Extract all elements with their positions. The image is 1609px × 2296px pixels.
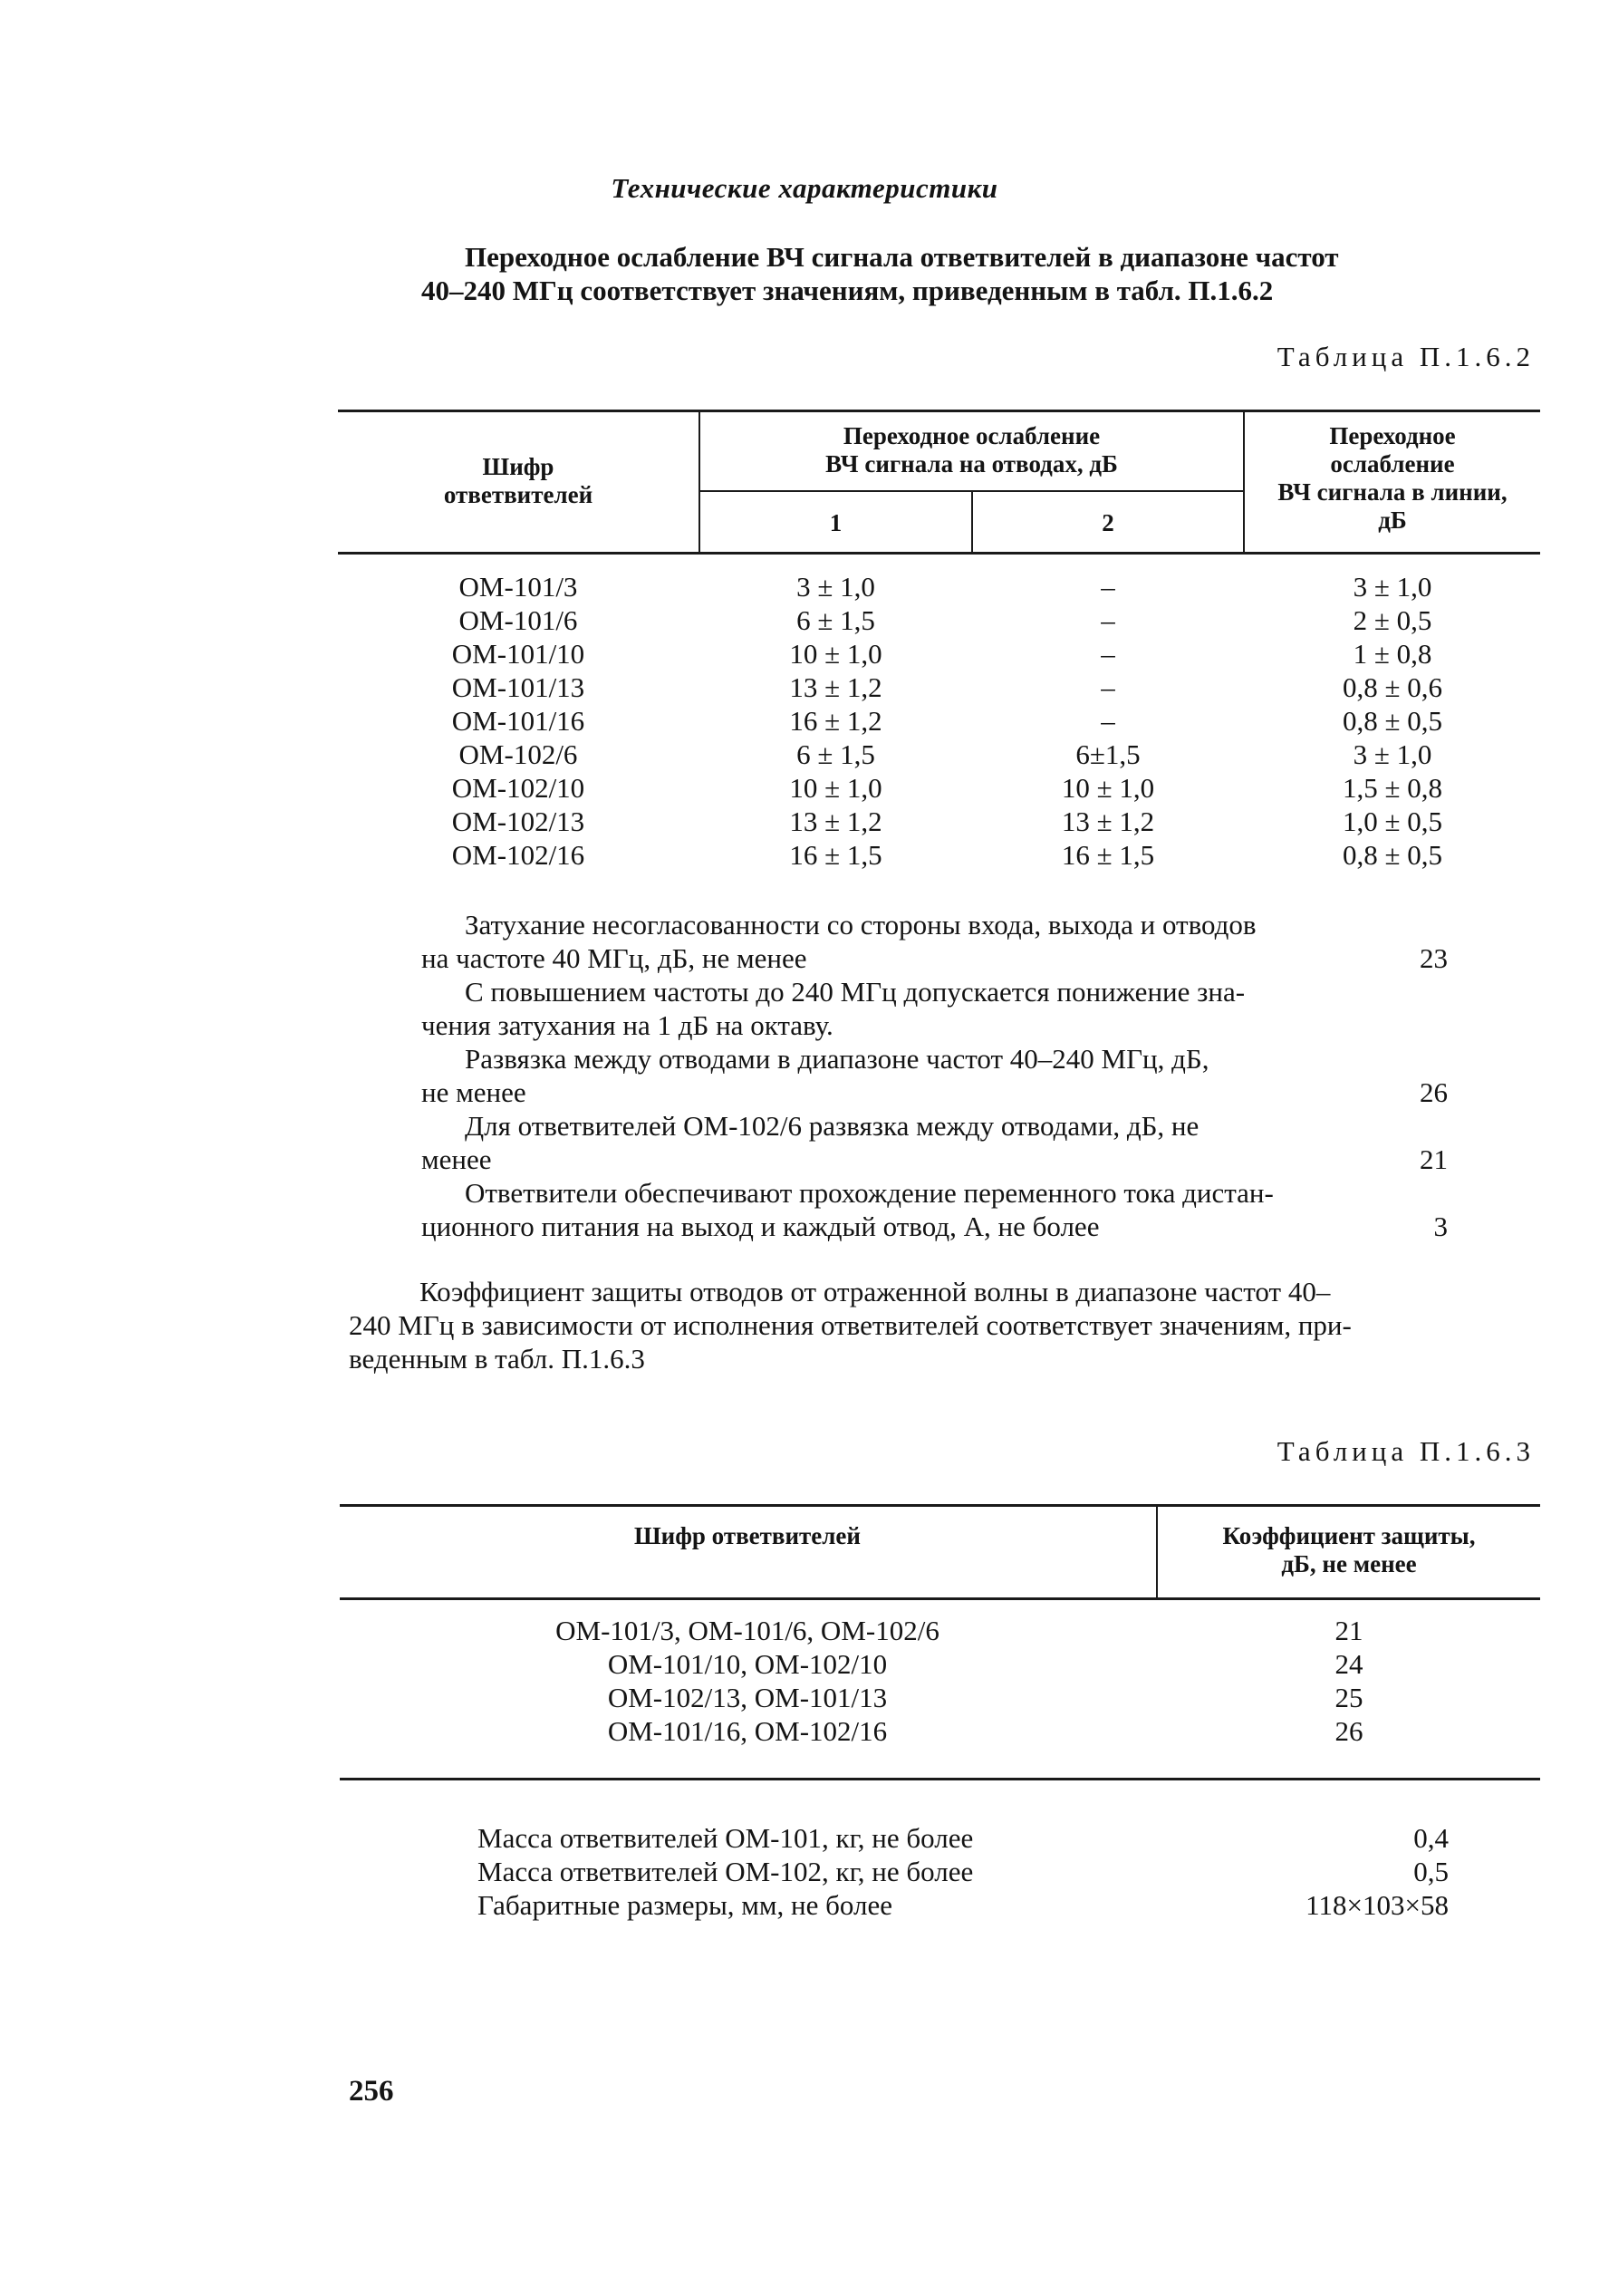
- note-4-line-2: менее: [421, 1143, 492, 1175]
- note-tap-isolation: [421, 1042, 1450, 1109]
- cell-codes: ОМ-102/13, ОМ-101/13: [607, 1682, 888, 1713]
- cell-tap2: –: [1101, 705, 1115, 737]
- intro-paragraph: [421, 240, 1450, 307]
- cell-codes: ОМ-101/16, ОМ-102/16: [607, 1715, 888, 1747]
- cell-code: ОМ-101/10: [451, 638, 585, 670]
- note-5-value: 3: [1433, 1211, 1448, 1242]
- cell-tap1: 6 ± 1,5: [796, 738, 875, 770]
- protection-line-1: Коэффициент защиты отводов от отраженной волны в диапазоне частот 40–: [419, 1276, 1331, 1307]
- cell-line: 3 ± 1,0: [1353, 738, 1432, 770]
- cell-code: ОМ-101/13: [451, 671, 585, 703]
- table-row: [338, 805, 1540, 838]
- header-line-line-1: Переходное: [1329, 422, 1456, 449]
- cell-value: 25: [1334, 1682, 1363, 1713]
- table1-top-rule: [338, 410, 1540, 412]
- spec-row: [477, 1888, 1449, 1922]
- table-row: [340, 1614, 1540, 1647]
- cell-line: 0,8 ± 0,5: [1342, 705, 1442, 737]
- cell-tap2: –: [1101, 638, 1115, 670]
- cell-tap1: 3 ± 1,0: [796, 571, 875, 603]
- table2-header-code: Шифр ответвителей: [634, 1522, 861, 1549]
- cell-tap1: 16 ± 1,2: [789, 705, 882, 737]
- cell-value: 26: [1334, 1715, 1363, 1747]
- cell-tap2: 16 ± 1,5: [1061, 839, 1155, 871]
- table-row: [338, 838, 1540, 872]
- cell-value: 24: [1334, 1648, 1363, 1680]
- spec-label: Масса ответвителей ОМ-101, кг, не более: [477, 1822, 974, 1854]
- table-row: [338, 670, 1540, 704]
- protection-paragraph: [349, 1275, 1540, 1375]
- header-taps-line-1: Переходное ослабление: [843, 422, 1101, 449]
- notes-block: [421, 908, 1450, 1243]
- cell-code: ОМ-101/3: [458, 571, 578, 603]
- table-row: [338, 771, 1540, 805]
- spec-label: Масса ответвителей ОМ-102, кг, не более: [477, 1856, 974, 1887]
- cell-code: ОМ-101/16: [451, 705, 585, 737]
- page-number: 256: [349, 2075, 394, 2108]
- table-row: [338, 637, 1540, 670]
- cell-line: 0,8 ± 0,6: [1342, 671, 1442, 703]
- table-row: [340, 1647, 1540, 1681]
- table1-header-tap1: 1: [829, 509, 843, 536]
- note-om102-isolation: [421, 1109, 1450, 1176]
- cell-code: ОМ-101/6: [458, 604, 578, 636]
- note-mismatch-attenuation: [421, 908, 1450, 975]
- cell-tap1: 16 ± 1,5: [789, 839, 882, 871]
- spec-value: 118×103×58: [1306, 1889, 1449, 1921]
- cell-line: 0,8 ± 0,5: [1342, 839, 1442, 871]
- note-1-value: 23: [1420, 942, 1448, 974]
- note-3-line-2: не менее: [421, 1076, 526, 1108]
- note-2-line-2: чения затухания на 1 дБ на октаву.: [421, 1009, 833, 1041]
- spec-value: 0,5: [1413, 1856, 1449, 1887]
- header-coef-line-2: дБ, не менее: [1281, 1550, 1417, 1577]
- cell-tap2: 10 ± 1,0: [1061, 772, 1155, 804]
- cell-codes: ОМ-101/10, ОМ-102/10: [607, 1648, 888, 1680]
- note-1-line-1: Затухание несогласованности со стороны входа, выхода и отводов: [465, 909, 1257, 941]
- cell-code: ОМ-102/6: [458, 738, 578, 770]
- cell-line: 1,5 ± 0,8: [1342, 772, 1442, 804]
- table1-header-line: [1245, 422, 1540, 535]
- section-title: Технические характеристики: [611, 172, 998, 204]
- note-3-line-1: Развязка между отводами в диапазоне частот 40–240 МГц, дБ,: [465, 1043, 1209, 1075]
- cell-tap2: –: [1101, 604, 1115, 636]
- note-3-value: 26: [1420, 1076, 1448, 1108]
- table-row: [340, 1714, 1540, 1748]
- note-4-value: 21: [1420, 1143, 1448, 1175]
- note-1-line-2: на частоте 40 МГц, дБ, не менее: [421, 942, 807, 974]
- table-row: [338, 603, 1540, 637]
- table1-header-tap2: 2: [1102, 509, 1114, 536]
- table2-header-coef: [1158, 1522, 1540, 1578]
- header-code-line-2: ответвителей: [443, 481, 593, 508]
- header-line-line-4: дБ: [1378, 506, 1407, 534]
- note-4-line-1: Для ответвителей ОМ-102/6 развязка между отводами, дБ, не: [465, 1110, 1200, 1142]
- table2-header-rule: [340, 1597, 1540, 1600]
- protection-line-3: веденным в табл. П.1.6.3: [349, 1343, 645, 1375]
- note-5-line-2: ционного питания на выход и каждый отвод, А, не более: [421, 1211, 1100, 1242]
- cell-tap2: 13 ± 1,2: [1061, 806, 1155, 837]
- cell-codes: ОМ-101/3, ОМ-101/6, ОМ-102/6: [555, 1615, 939, 1646]
- cell-code: ОМ-102/10: [451, 772, 585, 804]
- intro-line-2: 40–240 МГц соответствует значениям, приведенным в табл. П.1.6.2: [421, 275, 1274, 306]
- cell-tap2: –: [1101, 671, 1115, 703]
- cell-value: 21: [1334, 1615, 1363, 1646]
- intro-line-1: Переходное ослабление ВЧ сигнала ответвителей в диапазоне частот: [465, 241, 1339, 273]
- spec-row: [477, 1855, 1449, 1888]
- table-row: [340, 1681, 1540, 1714]
- table-p-1-6-3: [340, 1504, 1540, 1780]
- cell-tap2: –: [1101, 571, 1115, 603]
- table2-bottom-rule: [340, 1778, 1540, 1780]
- table-row: [338, 570, 1540, 603]
- table2-caption: Таблица П.1.6.3: [1277, 1435, 1535, 1467]
- header-line-line-3: ВЧ сигнала в линии,: [1277, 478, 1508, 506]
- cell-tap2: 6±1,5: [1075, 738, 1141, 770]
- table1-caption: Таблица П.1.6.2: [1277, 341, 1535, 372]
- note-frequency-reduction: [421, 975, 1450, 1042]
- spec-label: Габаритные размеры, мм, не более: [477, 1889, 892, 1921]
- cell-line: 1,0 ± 0,5: [1342, 806, 1442, 837]
- cell-code: ОМ-102/13: [451, 806, 585, 837]
- cell-line: 1 ± 0,8: [1353, 638, 1432, 670]
- table-row: [338, 738, 1540, 771]
- cell-tap1: 13 ± 1,2: [789, 671, 882, 703]
- cell-tap1: 10 ± 1,0: [789, 638, 882, 670]
- cell-tap1: 10 ± 1,0: [789, 772, 882, 804]
- cell-tap1: 13 ± 1,2: [789, 806, 882, 837]
- header-coef-line-1: Коэффициент защиты,: [1222, 1522, 1476, 1549]
- table-p-1-6-2: [338, 410, 1540, 873]
- header-taps-line-2: ВЧ сигнала на отводах, дБ: [825, 450, 1118, 478]
- cell-line: 3 ± 1,0: [1353, 571, 1432, 603]
- cell-tap1: 6 ± 1,5: [796, 604, 875, 636]
- note-remote-power: [421, 1176, 1450, 1243]
- cell-code: ОМ-102/16: [451, 839, 585, 871]
- header-code-line-1: Шифр: [482, 453, 554, 480]
- protection-line-2: 240 МГц в зависимости от исполнения ответвителей соответствует значениям, при-: [349, 1309, 1352, 1341]
- note-2-line-1: С повышением частоты до 240 МГц допускается понижение зна-: [465, 976, 1246, 1008]
- specs-list: [477, 1821, 1449, 1922]
- header-line-line-2: ослабление: [1330, 450, 1455, 478]
- table-row: [338, 704, 1540, 738]
- table1-header-rule: [338, 552, 1540, 555]
- spec-row: [477, 1821, 1449, 1855]
- spec-value: 0,4: [1413, 1822, 1449, 1854]
- table1-header-taps: [700, 422, 1243, 478]
- table2-top-rule: [340, 1504, 1540, 1507]
- cell-line: 2 ± 0,5: [1353, 604, 1432, 636]
- table1-header-code: [338, 453, 699, 509]
- note-5-line-1: Ответвители обеспечивают прохождение переменного тока дистан-: [465, 1177, 1274, 1209]
